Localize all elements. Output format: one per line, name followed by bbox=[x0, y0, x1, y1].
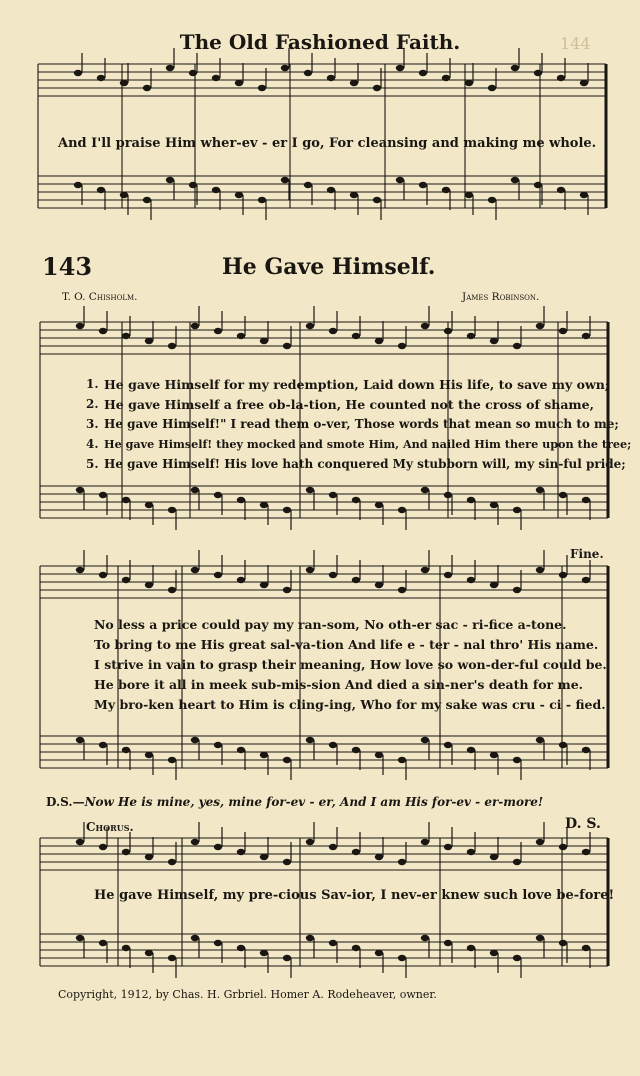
note-head bbox=[122, 945, 130, 951]
note-head bbox=[398, 757, 406, 763]
note-head bbox=[534, 70, 542, 76]
note-head bbox=[352, 333, 360, 339]
note-head bbox=[191, 839, 199, 845]
note-head bbox=[99, 492, 107, 498]
note-head bbox=[306, 935, 314, 941]
fine-mark: Fine. bbox=[570, 547, 604, 561]
note-head bbox=[352, 747, 360, 753]
note-head bbox=[398, 587, 406, 593]
note-head bbox=[237, 577, 245, 583]
note-head bbox=[582, 497, 590, 503]
note-head bbox=[559, 328, 567, 334]
note-head bbox=[122, 577, 130, 583]
note-head bbox=[467, 333, 475, 339]
note-head bbox=[467, 497, 475, 503]
verse-number: 3. bbox=[86, 417, 99, 431]
note-head bbox=[283, 859, 291, 865]
note-head bbox=[375, 582, 383, 588]
verse-line: He gave Himself! His love hath conquered My stubborn will, my sin-ful pride; bbox=[104, 457, 626, 471]
verse-line: He bore it all in meek sub-mis-sion And died a sin-ner's death for me. bbox=[94, 677, 584, 692]
verse-line: He gave Himself!" I read them o-ver, Those words that mean so much to me; bbox=[104, 417, 619, 431]
note-head bbox=[488, 197, 496, 203]
note-head bbox=[76, 737, 84, 743]
note-head bbox=[582, 577, 590, 583]
note-head bbox=[122, 849, 130, 855]
note-head bbox=[352, 945, 360, 951]
note-head bbox=[398, 343, 406, 349]
note-head bbox=[513, 343, 521, 349]
note-head bbox=[283, 587, 291, 593]
note-head bbox=[375, 338, 383, 344]
note-head bbox=[281, 65, 289, 71]
note-head bbox=[189, 70, 197, 76]
verse-line: He gave Himself a free ob-la-tion, He counted not the cross of shame, bbox=[104, 397, 594, 412]
note-head bbox=[166, 65, 174, 71]
note-head bbox=[306, 839, 314, 845]
note-head bbox=[327, 75, 335, 81]
note-head bbox=[557, 75, 565, 81]
note-head bbox=[442, 187, 450, 193]
note-head bbox=[490, 950, 498, 956]
verse-number: 5. bbox=[86, 457, 99, 471]
note-head bbox=[120, 80, 128, 86]
note-head bbox=[490, 854, 498, 860]
note-head bbox=[582, 849, 590, 855]
note-head bbox=[536, 567, 544, 573]
note-head bbox=[281, 177, 289, 183]
note-head bbox=[76, 323, 84, 329]
note-head bbox=[582, 747, 590, 753]
ds-instruction bbox=[46, 791, 543, 810]
note-head bbox=[145, 338, 153, 344]
note-head bbox=[306, 567, 314, 573]
verse-number: 2. bbox=[86, 397, 99, 411]
note-head bbox=[513, 587, 521, 593]
note-head bbox=[76, 839, 84, 845]
verse-number: 4. bbox=[86, 437, 99, 451]
verse-line: He gave Himself! they mocked and smote Him, And nailed Him there upon the tree; bbox=[104, 437, 632, 451]
verse-line: He gave Himself for my redemption, Laid down His life, to save my own; bbox=[104, 377, 610, 392]
note-head bbox=[419, 70, 427, 76]
note-head bbox=[260, 338, 268, 344]
note-head bbox=[536, 487, 544, 493]
note-head bbox=[536, 935, 544, 941]
note-head bbox=[237, 849, 245, 855]
note-head bbox=[444, 844, 452, 850]
note-head bbox=[143, 197, 151, 203]
note-head bbox=[97, 75, 105, 81]
note-head bbox=[168, 859, 176, 865]
note-head bbox=[283, 507, 291, 513]
note-head bbox=[329, 940, 337, 946]
ds-text: Now He is mine, yes, mine for-ev - er, And I am His for-ev - er-more! bbox=[84, 795, 544, 809]
note-head bbox=[444, 940, 452, 946]
note-head bbox=[306, 323, 314, 329]
note-head bbox=[260, 752, 268, 758]
note-head bbox=[304, 70, 312, 76]
note-head bbox=[559, 844, 567, 850]
note-head bbox=[168, 343, 176, 349]
note-head bbox=[76, 567, 84, 573]
note-head bbox=[490, 338, 498, 344]
note-head bbox=[191, 323, 199, 329]
note-head bbox=[373, 197, 381, 203]
note-head bbox=[99, 742, 107, 748]
note-head bbox=[145, 752, 153, 758]
note-head bbox=[145, 854, 153, 860]
note-head bbox=[559, 940, 567, 946]
note-head bbox=[214, 940, 222, 946]
note-head bbox=[421, 323, 429, 329]
note-head bbox=[258, 197, 266, 203]
note-head bbox=[76, 935, 84, 941]
note-head bbox=[168, 757, 176, 763]
note-head bbox=[99, 328, 107, 334]
note-head bbox=[580, 192, 588, 198]
note-head bbox=[237, 497, 245, 503]
note-head bbox=[421, 487, 429, 493]
note-head bbox=[214, 844, 222, 850]
note-head bbox=[350, 80, 358, 86]
note-head bbox=[237, 747, 245, 753]
note-head bbox=[189, 182, 197, 188]
note-head bbox=[168, 955, 176, 961]
note-head bbox=[513, 757, 521, 763]
note-head bbox=[444, 328, 452, 334]
note-head bbox=[260, 950, 268, 956]
note-head bbox=[490, 502, 498, 508]
note-head bbox=[122, 747, 130, 753]
note-head bbox=[329, 572, 337, 578]
note-head bbox=[490, 582, 498, 588]
note-head bbox=[396, 177, 404, 183]
note-head bbox=[488, 85, 496, 91]
note-head bbox=[168, 507, 176, 513]
note-head bbox=[145, 950, 153, 956]
note-head bbox=[582, 945, 590, 951]
note-head bbox=[396, 65, 404, 71]
note-head bbox=[120, 192, 128, 198]
verse-number: 1. bbox=[86, 377, 99, 391]
note-head bbox=[444, 742, 452, 748]
note-head bbox=[99, 844, 107, 850]
note-head bbox=[145, 502, 153, 508]
note-head bbox=[421, 737, 429, 743]
note-head bbox=[513, 955, 521, 961]
note-head bbox=[143, 85, 151, 91]
note-head bbox=[467, 945, 475, 951]
note-head bbox=[511, 177, 519, 183]
note-head bbox=[76, 487, 84, 493]
note-head bbox=[375, 950, 383, 956]
note-head bbox=[329, 742, 337, 748]
note-head bbox=[214, 328, 222, 334]
note-head bbox=[582, 333, 590, 339]
note-head bbox=[329, 844, 337, 850]
note-head bbox=[74, 70, 82, 76]
note-head bbox=[191, 567, 199, 573]
note-head bbox=[513, 859, 521, 865]
note-head bbox=[352, 497, 360, 503]
note-head bbox=[166, 177, 174, 183]
note-head bbox=[260, 582, 268, 588]
note-head bbox=[145, 582, 153, 588]
note-head bbox=[283, 955, 291, 961]
note-head bbox=[283, 757, 291, 763]
note-head bbox=[373, 85, 381, 91]
note-head bbox=[536, 839, 544, 845]
note-head bbox=[398, 955, 406, 961]
note-head bbox=[122, 333, 130, 339]
note-head bbox=[99, 572, 107, 578]
note-head bbox=[237, 945, 245, 951]
note-head bbox=[304, 182, 312, 188]
note-head bbox=[214, 492, 222, 498]
note-head bbox=[191, 487, 199, 493]
copyright: Copyright, 1912, by Chas. H. Grbriel. Homer A. Rodeheaver, owner. bbox=[58, 988, 437, 1001]
note-head bbox=[467, 849, 475, 855]
note-head bbox=[212, 75, 220, 81]
music-credit: James Robinson. bbox=[462, 291, 540, 303]
note-head bbox=[191, 737, 199, 743]
chorus-lyric: He gave Himself, my pre-cious Sav-ior, I nev-er knew such love be-fore! bbox=[94, 888, 615, 903]
note-head bbox=[237, 333, 245, 339]
note-head bbox=[444, 572, 452, 578]
note-head bbox=[74, 182, 82, 188]
note-head bbox=[306, 737, 314, 743]
note-head bbox=[580, 80, 588, 86]
verse-line: No less a price could pay my ran-som, No oth-er sac - ri-fice a-tone. bbox=[94, 617, 567, 632]
note-head bbox=[352, 577, 360, 583]
note-head bbox=[235, 192, 243, 198]
note-head bbox=[235, 80, 243, 86]
note-head bbox=[350, 192, 358, 198]
note-head bbox=[375, 502, 383, 508]
note-head bbox=[536, 323, 544, 329]
note-head bbox=[559, 492, 567, 498]
note-head bbox=[421, 839, 429, 845]
note-head bbox=[398, 507, 406, 513]
note-head bbox=[329, 328, 337, 334]
note-head bbox=[329, 492, 337, 498]
page-title: The Old Fashioned Faith. bbox=[179, 30, 461, 54]
note-head bbox=[375, 854, 383, 860]
note-head bbox=[534, 182, 542, 188]
note-head bbox=[99, 940, 107, 946]
note-head bbox=[398, 859, 406, 865]
page-number: 144 bbox=[560, 34, 591, 53]
note-head bbox=[559, 572, 567, 578]
note-head bbox=[467, 577, 475, 583]
note-head bbox=[444, 492, 452, 498]
note-head bbox=[260, 502, 268, 508]
note-head bbox=[283, 343, 291, 349]
chorus-label: Chorus. bbox=[86, 820, 134, 834]
verse-line: I strive in vain to grasp their meaning, How love so won-der-ful could be. bbox=[94, 657, 607, 672]
top-lyric: And I'll praise Him wher-ev - er I go, For cleansing and making me whole. bbox=[58, 136, 597, 151]
note-head bbox=[557, 187, 565, 193]
note-head bbox=[97, 187, 105, 193]
note-head bbox=[536, 737, 544, 743]
hymn-title: He Gave Himself. bbox=[222, 254, 436, 280]
chorus-ds-mark: D. S. bbox=[565, 816, 601, 832]
note-head bbox=[375, 752, 383, 758]
note-head bbox=[306, 487, 314, 493]
note-head bbox=[327, 187, 335, 193]
note-head bbox=[421, 935, 429, 941]
note-head bbox=[490, 752, 498, 758]
note-head bbox=[465, 192, 473, 198]
note-head bbox=[442, 75, 450, 81]
verse-line: My bro-ken heart to Him is cling-ing, Who for my sake was cru - ci - fied. bbox=[94, 697, 606, 712]
note-head bbox=[260, 854, 268, 860]
note-head bbox=[258, 85, 266, 91]
verse-line: To bring to me His great sal-va-tion And life e - ter - nal thro' His name. bbox=[94, 637, 599, 652]
note-head bbox=[467, 747, 475, 753]
note-head bbox=[191, 935, 199, 941]
note-head bbox=[212, 187, 220, 193]
note-head bbox=[421, 567, 429, 573]
note-head bbox=[465, 80, 473, 86]
note-head bbox=[513, 507, 521, 513]
note-head bbox=[168, 587, 176, 593]
words-credit: T. O. Chisholm. bbox=[62, 291, 138, 303]
note-head bbox=[352, 849, 360, 855]
note-head bbox=[214, 742, 222, 748]
note-head bbox=[214, 572, 222, 578]
note-head bbox=[419, 182, 427, 188]
note-head bbox=[511, 65, 519, 71]
note-head bbox=[559, 742, 567, 748]
ds-label: D.S.— bbox=[46, 795, 85, 809]
hymn-number: 143 bbox=[42, 252, 93, 281]
note-head bbox=[122, 497, 130, 503]
